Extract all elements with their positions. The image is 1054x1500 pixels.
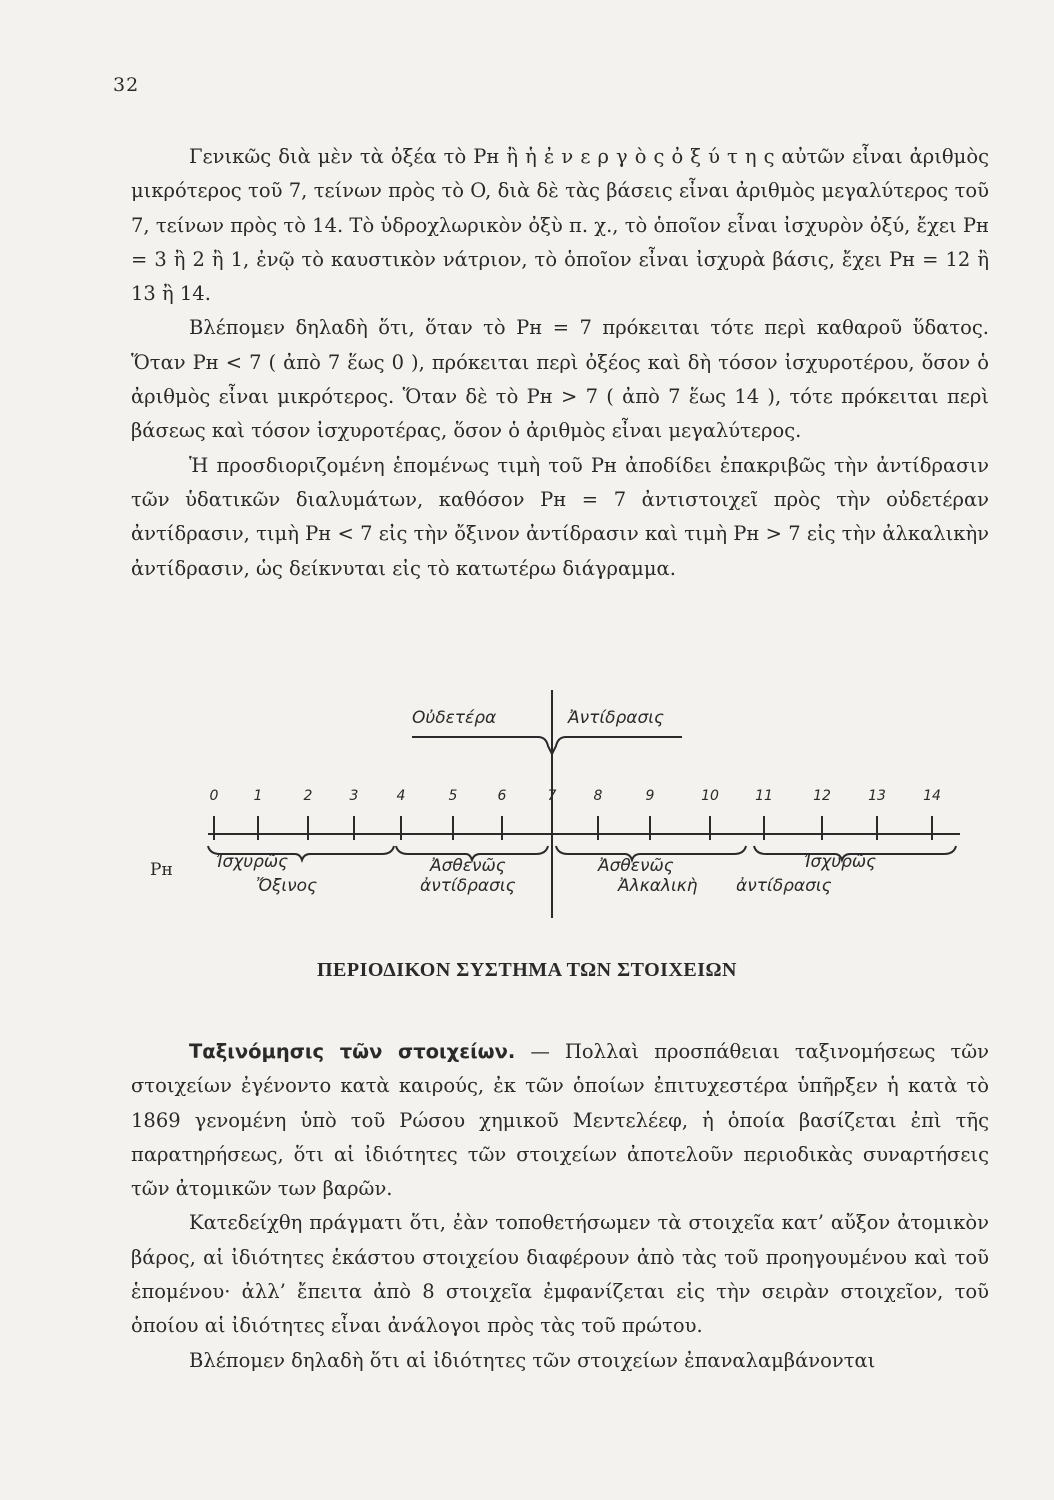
section-heading: ΠΕΡΙΟΔΙΚΟΝ ΣΥΣΤΗΜΑ ΤΩΝ ΣΤΟΙΧΕΙΩΝ bbox=[317, 959, 737, 981]
paragraph-classification bbox=[131, 1035, 989, 1206]
neutral-label: Οὐδετέρα bbox=[412, 708, 497, 728]
tick-label-3: 3 bbox=[349, 788, 359, 804]
tick-label-10: 10 bbox=[701, 788, 719, 804]
classification-lead: Ταξινόμησις τῶν στοιχείων. bbox=[189, 1040, 516, 1063]
tick-label-8: 8 bbox=[593, 788, 603, 804]
acidic-label: Ὄξινος bbox=[256, 876, 318, 896]
alkaline-label: Ἀλκαλικὴ bbox=[618, 876, 698, 896]
paragraph-ph-comparison: Βλέπομεν δηλαδὴ ὅτι, ὅταν τὸ Pʜ = 7 πρόκειται τότε περὶ καθαροῦ ὕδατος. Ὅταν Pʜ < 7 ( ἀπὸ 7 ἕως 0 ), πρόκειται περὶ ὀξέος καὶ δὴ τόσον ἰσχυροτέρου, ὅσον ὁ ἀριθμὸς εἶναι μικρότερος. Ὅταν δὲ τὸ Pʜ > 7 ( ἀπὸ 7 ἕως 14 ), τότε πρόκειται περὶ βάσεως καὶ τόσον ἰσχυροτέρας, ὅσον ὁ ἀριθμὸς εἶναι μεγαλύτερος. bbox=[131, 316, 989, 443]
reaction-label: Ἀντίδρασις bbox=[568, 708, 665, 728]
tick-label-9: 9 bbox=[645, 788, 655, 804]
tick-label-12: 12 bbox=[813, 788, 831, 804]
paragraph-block-periodic bbox=[131, 1035, 989, 1378]
tick-label-11: 11 bbox=[755, 788, 773, 804]
weak-base-label: Ἀσθενῶς bbox=[598, 856, 674, 876]
paragraph-ph-reaction: Ἡ προσδιοριζομένη ἑπομένως τιμὴ τοῦ Pʜ ἀποδίδει ἐπακριβῶς τὴν ἀντίδρασιν τῶν ὑδατικῶν διαλυμάτων, καθόσον Pʜ = 7 ἀντιστοιχεῖ πρὸς τὴν οὐδετέραν ἀντίδρασιν, τιμὴ Pʜ < 7 εἰς τὴν ὄξινον ἀντίδρασιν καὶ τιμὴ Pʜ > 7 εἰς τὴν ἀλκαλικὴν ἀντίδρασιν, ὡς δείκνυται εἰς τὸ κατωτέρω διάγραμμα. bbox=[131, 453, 989, 580]
paragraph-ph-definition: Γενικῶς διὰ μὲν τὰ ὀξέα τὸ Pʜ ἢ ἡ ἐ ν ε ρ γ ὸ ς ὀ ξ ύ τ η ς αὐτῶν εἶναι ἀριθμὸς μικρότερος τοῦ 7, τείνων πρὸς τὸ O, διὰ δὲ τὰς βάσεις εἶναι ἀριθμὸς μεγαλύτερος τοῦ 7, τείνων πρὸς τὸ 14. Τὸ ὑδροχλωρικὸν ὀξὺ π. χ., τὸ ὁποῖον εἶναι ἰσχυρὸν ὀξύ, ἔχει Pʜ = 3 ἢ 2 ἢ 1, ἐνῷ τὸ καυστικὸν νάτριον, τὸ ὁποῖον εἶναι ἰσχυρὰ βάσις, ἔχει Pʜ = 12 ἢ 13 ἢ 14. bbox=[131, 145, 989, 306]
page-number: 32 bbox=[113, 74, 140, 96]
tick-label-7: 7 bbox=[547, 788, 557, 804]
alkaline-reaction-label: ἀντίδρασις bbox=[736, 876, 832, 896]
tick-label-14: 14 bbox=[923, 788, 941, 804]
acidic-reaction-label: ἀντίδρασις bbox=[420, 876, 516, 896]
tick-label-1: 1 bbox=[253, 788, 263, 804]
tick-label-4: 4 bbox=[396, 788, 406, 804]
strong-acid-label: Ἰσχυρῶς bbox=[216, 852, 289, 872]
classification-text: — Πολλαὶ προσπάθειαι ταξινομήσεως τῶν στοιχείων ἐγένοντο κατὰ καιρούς, ἐκ τῶν ὁποίων ἐπιτυχεστέρα ὑπῆρξεν ἡ κατὰ τὸ 1869 γενομένη ὑπὸ τοῦ Ρώσου χημικοῦ Μεντελέεφ, ἡ ὁποία βασίζεται ἐπὶ τῆς παρατηρήσεως, ὅτι αἱ ἰδιότητες τῶν στοιχείων ἀποτελοῦν περιοδικὰς συναρτήσεις τῶν ἀτομικῶν των βαρῶν. bbox=[131, 1040, 989, 1201]
tick-label-2: 2 bbox=[303, 788, 313, 804]
strong-base-label: Ἰσχυρῶς bbox=[804, 852, 877, 872]
paragraph-block-ph bbox=[131, 140, 989, 586]
tick-label-0: 0 bbox=[209, 788, 219, 804]
paragraph-demonstrated: Κατεδείχθη πράγματι ὅτι, ἐὰν τοποθετήσωμεν τὰ στοιχεῖα κατ’ αὔξον ἀτομικὸν βάρος, αἱ ἰδιότητες ἑκάστου στοιχείου διαφέρουν ἀπὸ τὰς τοῦ προηγουμένου καὶ τοῦ ἑπομένου· ἀλλ’ ἔπειτα ἀπὸ 8 στοιχεῖα ἐμφανίζεται εἰς τὴν σειρὰν στοιχεῖον, τοῦ ὁποίου αἱ ἰδιότητες εἶναι ἀνάλογοι πρὸς τὰς τοῦ πρώτου. bbox=[131, 1211, 989, 1338]
tick-label-5: 5 bbox=[448, 788, 458, 804]
ph-scale-diagram bbox=[150, 690, 970, 925]
tick-label-13: 13 bbox=[868, 788, 886, 804]
ph-label: Pʜ bbox=[150, 860, 173, 880]
tick-label-6: 6 bbox=[497, 788, 507, 804]
weak-acid-label: Ἀσθενῶς bbox=[430, 856, 506, 876]
paragraph-repetition: Βλέπομεν δηλαδὴ ὅτι αἱ ἰδιότητες τῶν στοιχείων ἐπαναλαμβάνονται bbox=[189, 1348, 876, 1372]
